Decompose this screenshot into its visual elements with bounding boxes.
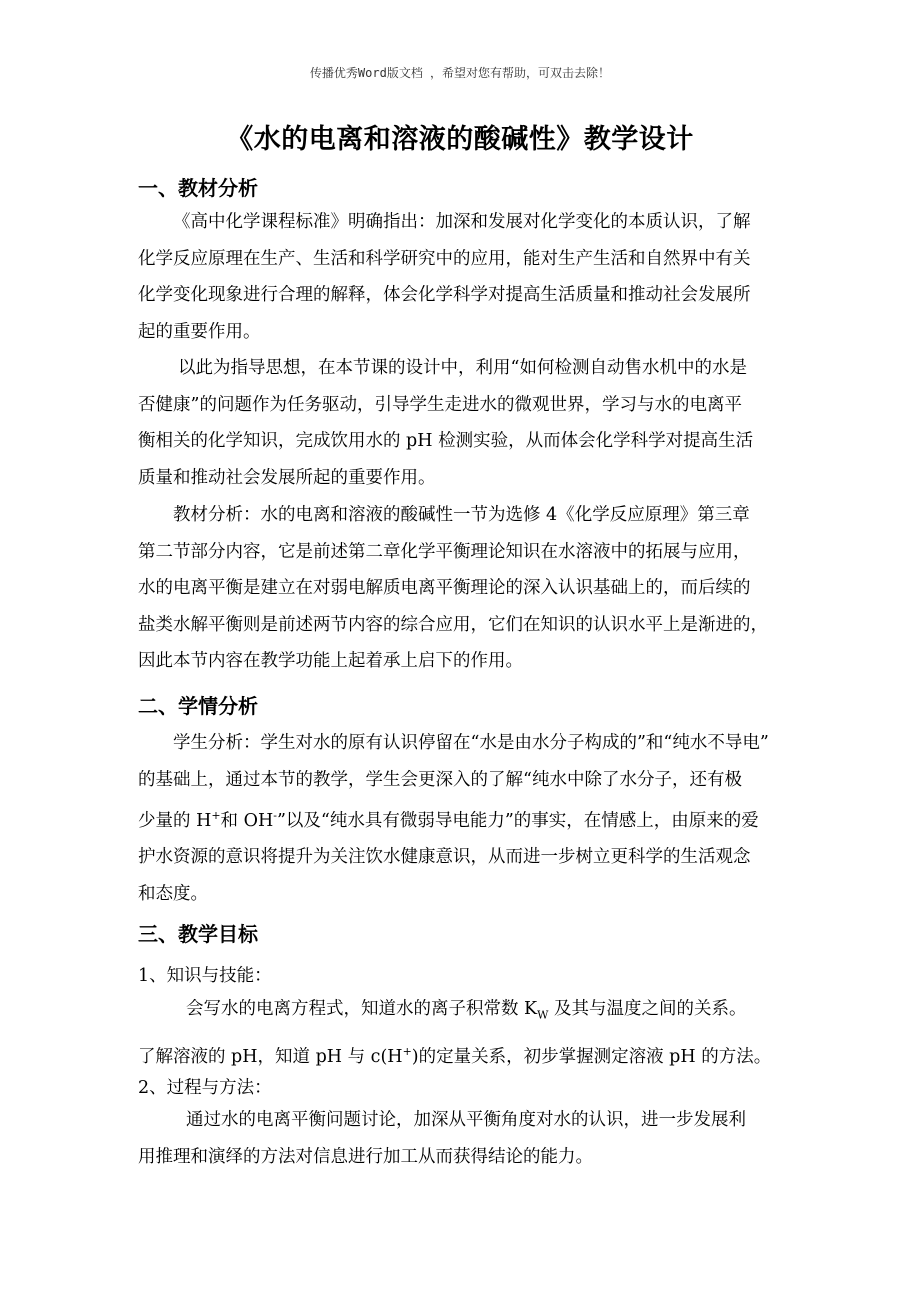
text-line: 通过水的电离平衡问题讨论，加深从平衡角度对水的认识，进一步发展利 bbox=[186, 1110, 746, 1130]
paragraph-guiding-idea bbox=[138, 350, 786, 496]
text-line bbox=[138, 1034, 786, 1075]
superscript-charge: - bbox=[273, 809, 277, 822]
superscript-charge: + bbox=[211, 809, 221, 822]
text-fragment: 了解溶液的 pH，知道 pH 与 c(H bbox=[138, 1046, 403, 1067]
text-fragment: 少量的 H bbox=[138, 810, 212, 831]
header-note: 传播优秀Word版文档 ，希望对您有帮助，可双击去除！ bbox=[309, 66, 611, 80]
text-line: 衡相关的化学知识，完成饮用水的 pH 检测实验，从而体会化学科学对提高生活 bbox=[138, 431, 754, 451]
text-line: 教材分析：水的电离和溶液的酸碱性一节为选修 4《化学反应原理》第三章 bbox=[173, 505, 750, 525]
superscript-charge: + bbox=[402, 1045, 412, 1058]
text-line: 护水资源的意识将提升为关注饮水健康意识，从而进一步树立更科学的生活观念 bbox=[138, 847, 751, 868]
text-fragment: 及其与温度之间的关系。 bbox=[548, 999, 747, 1019]
text-line: 第二节部分内容，它是前述第二章化学平衡理论知识在水溶液中的拓展与应用， bbox=[138, 541, 751, 562]
text-line: 的基础上，通过本节的教学，学生会更深入的了解“纯水中除了水分子，还有极 bbox=[138, 769, 742, 790]
text-line: 化学变化现象进行合理的解释，体会化学科学对提高生活质量和推动社会发展所 bbox=[138, 285, 751, 305]
text-line: 和态度。 bbox=[138, 883, 208, 904]
document-title: 《水的电离和溶液的酸碱性》教学设计 bbox=[226, 124, 694, 155]
text-line: 否健康”的问题作为任务驱动，引导学生走进水的微观世界，学习与水的电离平 bbox=[138, 394, 742, 415]
text-line: 化学反应原理在生产、生活和科学研究中的应用，能对生产生活和自然界中有关 bbox=[138, 248, 751, 269]
text-line: 盐类水解平衡则是前述两节内容的综合应用，它们在知识的认识水平上是渐进的， bbox=[138, 614, 768, 635]
text-fragment: ”以及“纯水具有微弱导电能力”的事实，在情感上，由原来的爱 bbox=[276, 810, 759, 831]
section-heading-learners: 二、学情分析 bbox=[138, 694, 258, 718]
text-line: 学生分析：学生对水的原有认识停留在“水是由水分子构成的”和“纯水不导电” bbox=[173, 733, 769, 753]
paragraph-standards bbox=[138, 204, 786, 350]
objective-label-knowledge: 1、知识与技能： bbox=[138, 966, 272, 986]
subscript-w: W bbox=[537, 1008, 549, 1022]
paragraph-process-methods bbox=[138, 1102, 786, 1175]
text-line: 因此本节内容在教学功能上起着承上启下的作用。 bbox=[138, 651, 523, 671]
text-line: 《高中化学课程标准》明确指出：加深和发展对化学变化的本质认识，了解 bbox=[173, 212, 751, 232]
section-heading-objectives: 三、教学目标 bbox=[138, 922, 258, 946]
paragraph-knowledge-skills bbox=[138, 991, 786, 1075]
text-line bbox=[138, 991, 786, 1034]
paragraph-material-analysis bbox=[138, 497, 786, 680]
text-fragment: )的定量关系，初步掌握测定溶液 pH 的方法。 bbox=[411, 1046, 772, 1067]
text-line: 起的重要作用。 bbox=[138, 321, 261, 342]
paragraph-student-analysis bbox=[138, 725, 786, 912]
text-line: 以此为指导思想，在本节课的设计中，利用“如何检测自动售水机中的水是 bbox=[178, 358, 747, 378]
text-line: 水的电离平衡是建立在对弱电解质电离平衡理论的深入认识基础上的，而后续的 bbox=[138, 578, 751, 598]
text-fragment: 和 OH bbox=[220, 810, 274, 831]
text-line: 用推理和演绎的方法对信息进行加工从而获得结论的能力。 bbox=[138, 1146, 593, 1167]
section-heading-materials: 一、教材分析 bbox=[138, 176, 258, 200]
text-line bbox=[138, 798, 786, 839]
objective-label-process: 2、过程与方法： bbox=[138, 1078, 272, 1098]
text-fragment: 会写水的电离方程式，知道水的离子积常数 K bbox=[186, 999, 538, 1019]
text-line: 质量和推动社会发展所起的重要作用。 bbox=[138, 467, 436, 488]
